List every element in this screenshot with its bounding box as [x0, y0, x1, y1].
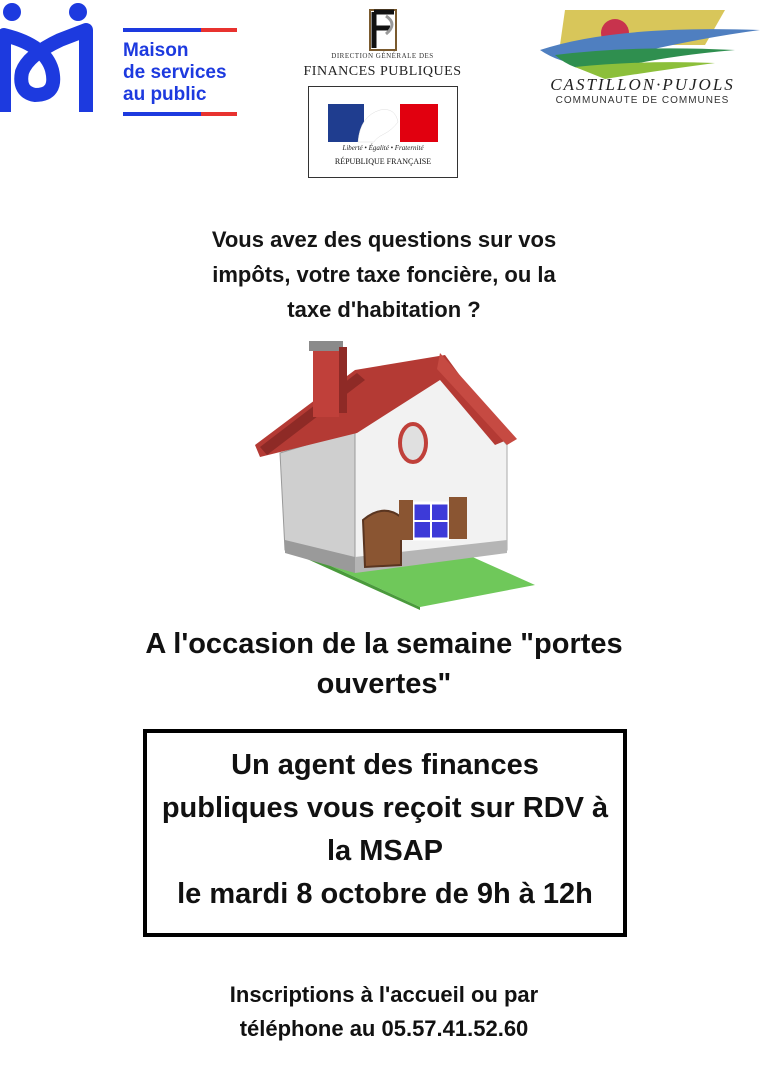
occasion-text: A l'occasion de la semaine "portes ouvertes"	[145, 628, 623, 700]
cdc-subtitle: COMMUNAUTE DE COMMUNES	[555, 95, 730, 106]
house-illustration	[245, 335, 535, 610]
dgfip-subtitle: DIRECTION GÉNÉRALE DES	[331, 52, 434, 60]
appointment-text: Un agent des finances publiques vous reçoit sur RDV à la MSAP le mardi 8 octobre de 9h à 12h	[161, 749, 609, 910]
cdc-name: CASTILLON·PUJOLS	[550, 75, 735, 94]
dgfip-title: FINANCES PUBLIQUES	[303, 64, 462, 79]
rf-motto: Liberté • Égalité • Fraternité	[342, 144, 424, 152]
rf-name: RÉPUBLIQUE FRANÇAISE	[334, 157, 432, 166]
registration-info: Inscriptions à l'accueil ou par téléphone au 05.57.41.52.60	[229, 982, 539, 1041]
question-text: Vous avez des questions sur vos impôts, votre taxe foncière, ou la taxe d'habitation ?	[211, 227, 557, 322]
castillon-pujols-logo	[535, 5, 765, 85]
msap-logo-text: Maison de services au public	[123, 40, 227, 105]
